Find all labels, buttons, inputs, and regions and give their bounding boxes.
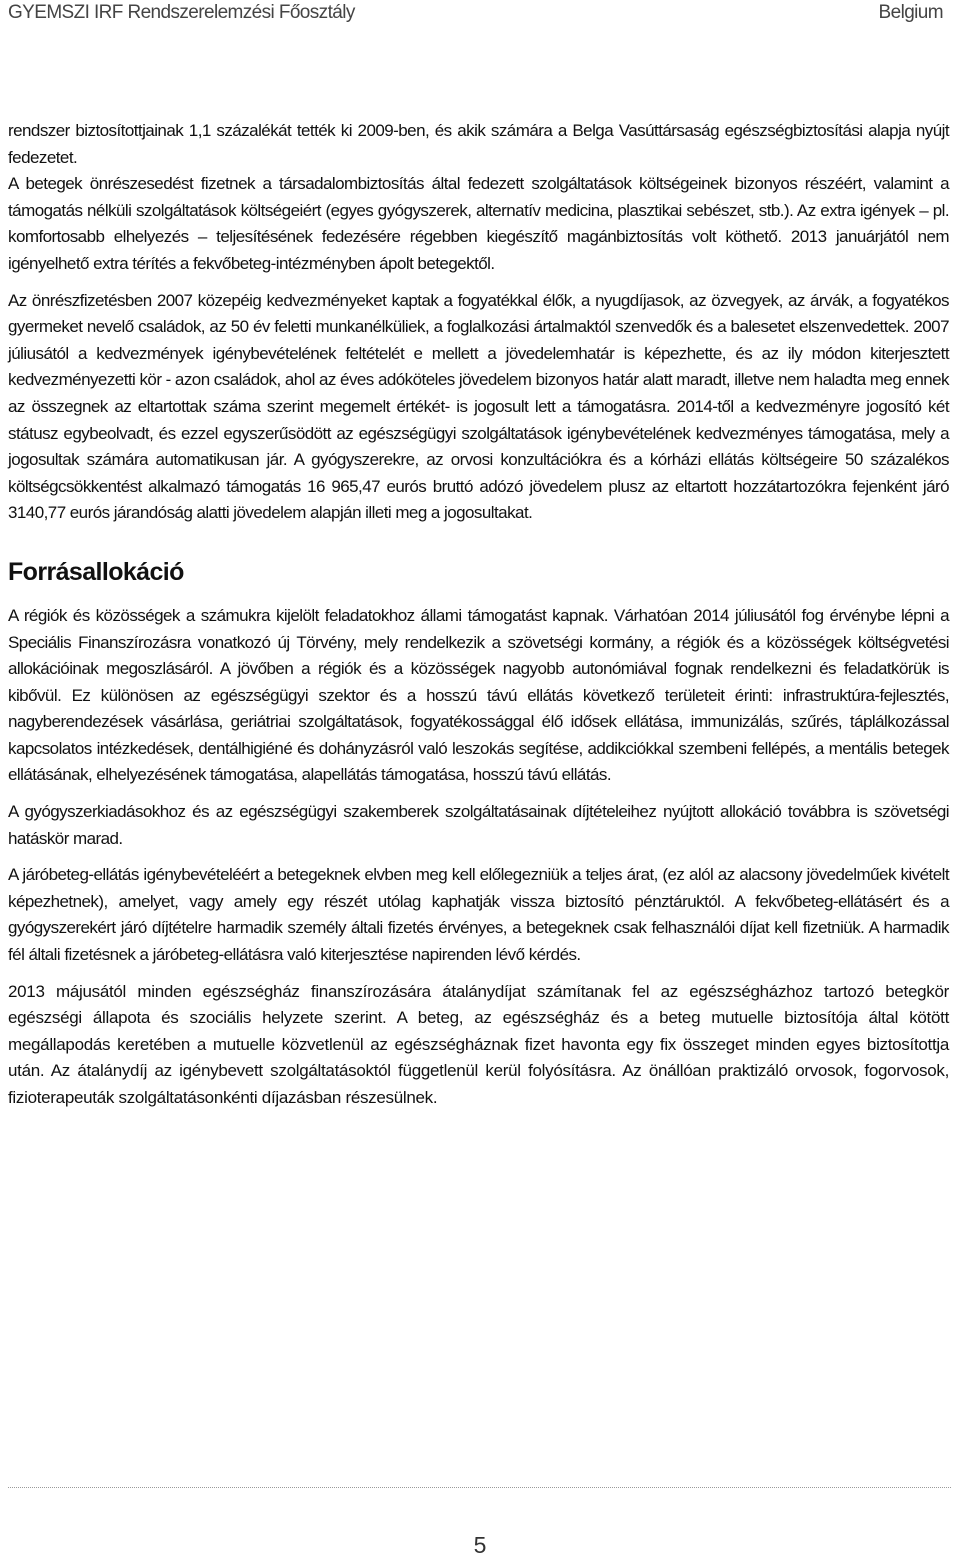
- footer-divider: [8, 1487, 951, 1488]
- paragraph-health-centers: 2013 májusától minden egészségház finanszírozására átalánydíjat számítanak fel az egészségházhoz tartozó betegkör egészségi állapota és szociális helyzete szerint. A beteg, az egészségház és a beteg mutuelle biztosítója által kötött megállapodás keretében a mutuelle közvetlenül az egészségháznak fizet havonta egy fix összeget minden egyes biztosítottja után. Az átalánydíj az igénybevett szolgáltatásoktól függetlenül kerül folyósításra. Az önállóan praktizáló orvosok, fogorvosok, fizioterapeuták szolgáltatásonkénti díjazásban részesülnek.: [8, 981, 949, 1107]
- paragraph-insurance-funds: rendszer biztosítottjainak 1,1 százalékát tették ki 2009-ben, és akik számára a Belga Vasúttársaság egészségbiztosítási alapja nyújt fedezetet.: [8, 121, 949, 167]
- section-title-resource-allocation: Forrásallokáció: [8, 557, 184, 586]
- paragraph-federal-competence: A gyógyszerkiadásokhoz és az egészségügyi szakemberek szolgáltatásainak díjtételeihez nyújtott allokáció továbbra is szövetségi hatáskör marad.: [8, 802, 949, 848]
- header-organization: GYEMSZI IRF Rendszerelemzési Főosztály: [8, 2, 355, 23]
- page-number: 5: [473, 1532, 487, 1558]
- paragraph-copayment: A betegek önrészesedést fizetnek a társadalombiztosítás által fedezett szolgáltatások költségeinek bizonyos részéért, valamint a támogatás nélküli szolgáltatások költségeiért (egyes gyógyszerek, alternatív medicina, plasztikai sebészet, stb.). Az extra igények – pl. komfortosabb elhelyezés – teljesítésének fedezésére régebben kiegészítő magánbiztosítás volt köthető. 2013 januárjától nem igényelhető extra térítés a fekvőbeteg-intézményben ápolt betegektől.: [8, 174, 949, 273]
- document-body: [8, 118, 949, 1122]
- header-country: Belgium: [878, 2, 943, 23]
- paragraph-outpatient-payment: A járóbeteg-ellátás igénybevételéért a betegeknek elvben meg kell előlegezniük a teljes árat, (ez alól az alacsony jövedelműek kivételt képezhetnek), amelyet, vagy amely egy részét utólag kaphatják vissza biztosító pénztáruktól. A fekvőbeteg-ellátásért és a gyógyszerekért járó díjtételre harmadik személy általi fizetés érvényes, a betegeknek csak felhasználói díjat kell fizetniük. A harmadik fél általi fizetésnek a járóbeteg-ellátásra való kiterjesztése napirenden lévő kérdés.: [8, 865, 949, 965]
- paragraph-regions-communities: A régiók és közösségek a számukra kijelölt feladatokhoz állami támogatást kapnak. Várhatóan 2014 júliusától fog érvénybe lépni a Speciális Finanszírozásra vonatkozó új Törvény, mely rendelkezik a szövetségi kormány, a régiók és a közösségek költségvetési allokációinak megoszlásáról. A jövőben a régiók és a közösségek nagyobb autonómiával fognak rendelkezni és feladatkörük is kibővül. Ez különösen az egészségügyi szektor és a hosszú távú ellátás következő területeit érinti: infrastruktúra-fejlesztés, nagyberendezések vásárlása, geriátriai szolgáltatások, fogyatékossággal élő idősek ellátása, immunizálás, szűrés, táplálkozással kapcsolatos intézkedések, dentálhigiéné és dohányzásról való leszokás segítése, addikciókkal szembeni fellépés, a mentális betegek ellátásának, elhelyezésének támogatása, alapellátás támogatása, hosszú távú ellátás.: [8, 605, 949, 785]
- page-header: [0, 0, 960, 32]
- paragraph-copayment-discounts: Az önrészfizetésben 2007 közepéig kedvezményeket kaptak a fogyatékkal élők, a nyugdíjasok, az özvegyek, az árvák, a fogyatékos gyermeket nevelő családok, az 50 év feletti munkanélküliek, a foglalkozási ártalmaktól szenvedők és a balesetet elszenvedettek. 2007 júliusától a kedvezmények igénybevételének feltételét e mellett a jövedelemhatár is képezhette, és az ily módon kiterjesztett kedvezményezetti kör - azon családok, ahol az éves adóköteles jövedelem bizonyos határ alatt maradt, illetve nem haladta meg ennek az összegnek az eltartottak száma szerint megemelt értékét- is jogosult lett a támogatásra. 2014-től a kedvezményre jogosító két státusz egybeolvadt, és ezzel egyszerűsödött az egészségügyi szolgáltatások igénybevételének kedvezményes támogatása, mely a jogosultak számára automatikusan jár. A gyógyszerekre, az orvosi konzultációkra és a kórházi ellátás költségeire 50 százalékos költségcsökkentést alkalmazó támogatás 16 965,47 eurós bruttó adózó jövedelem plusz az eltartott hozzátartozókra fejenként járó 3140,77 eurós járandóság alatti jövedelem alapján illeti meg a jogosultakat.: [8, 290, 949, 523]
